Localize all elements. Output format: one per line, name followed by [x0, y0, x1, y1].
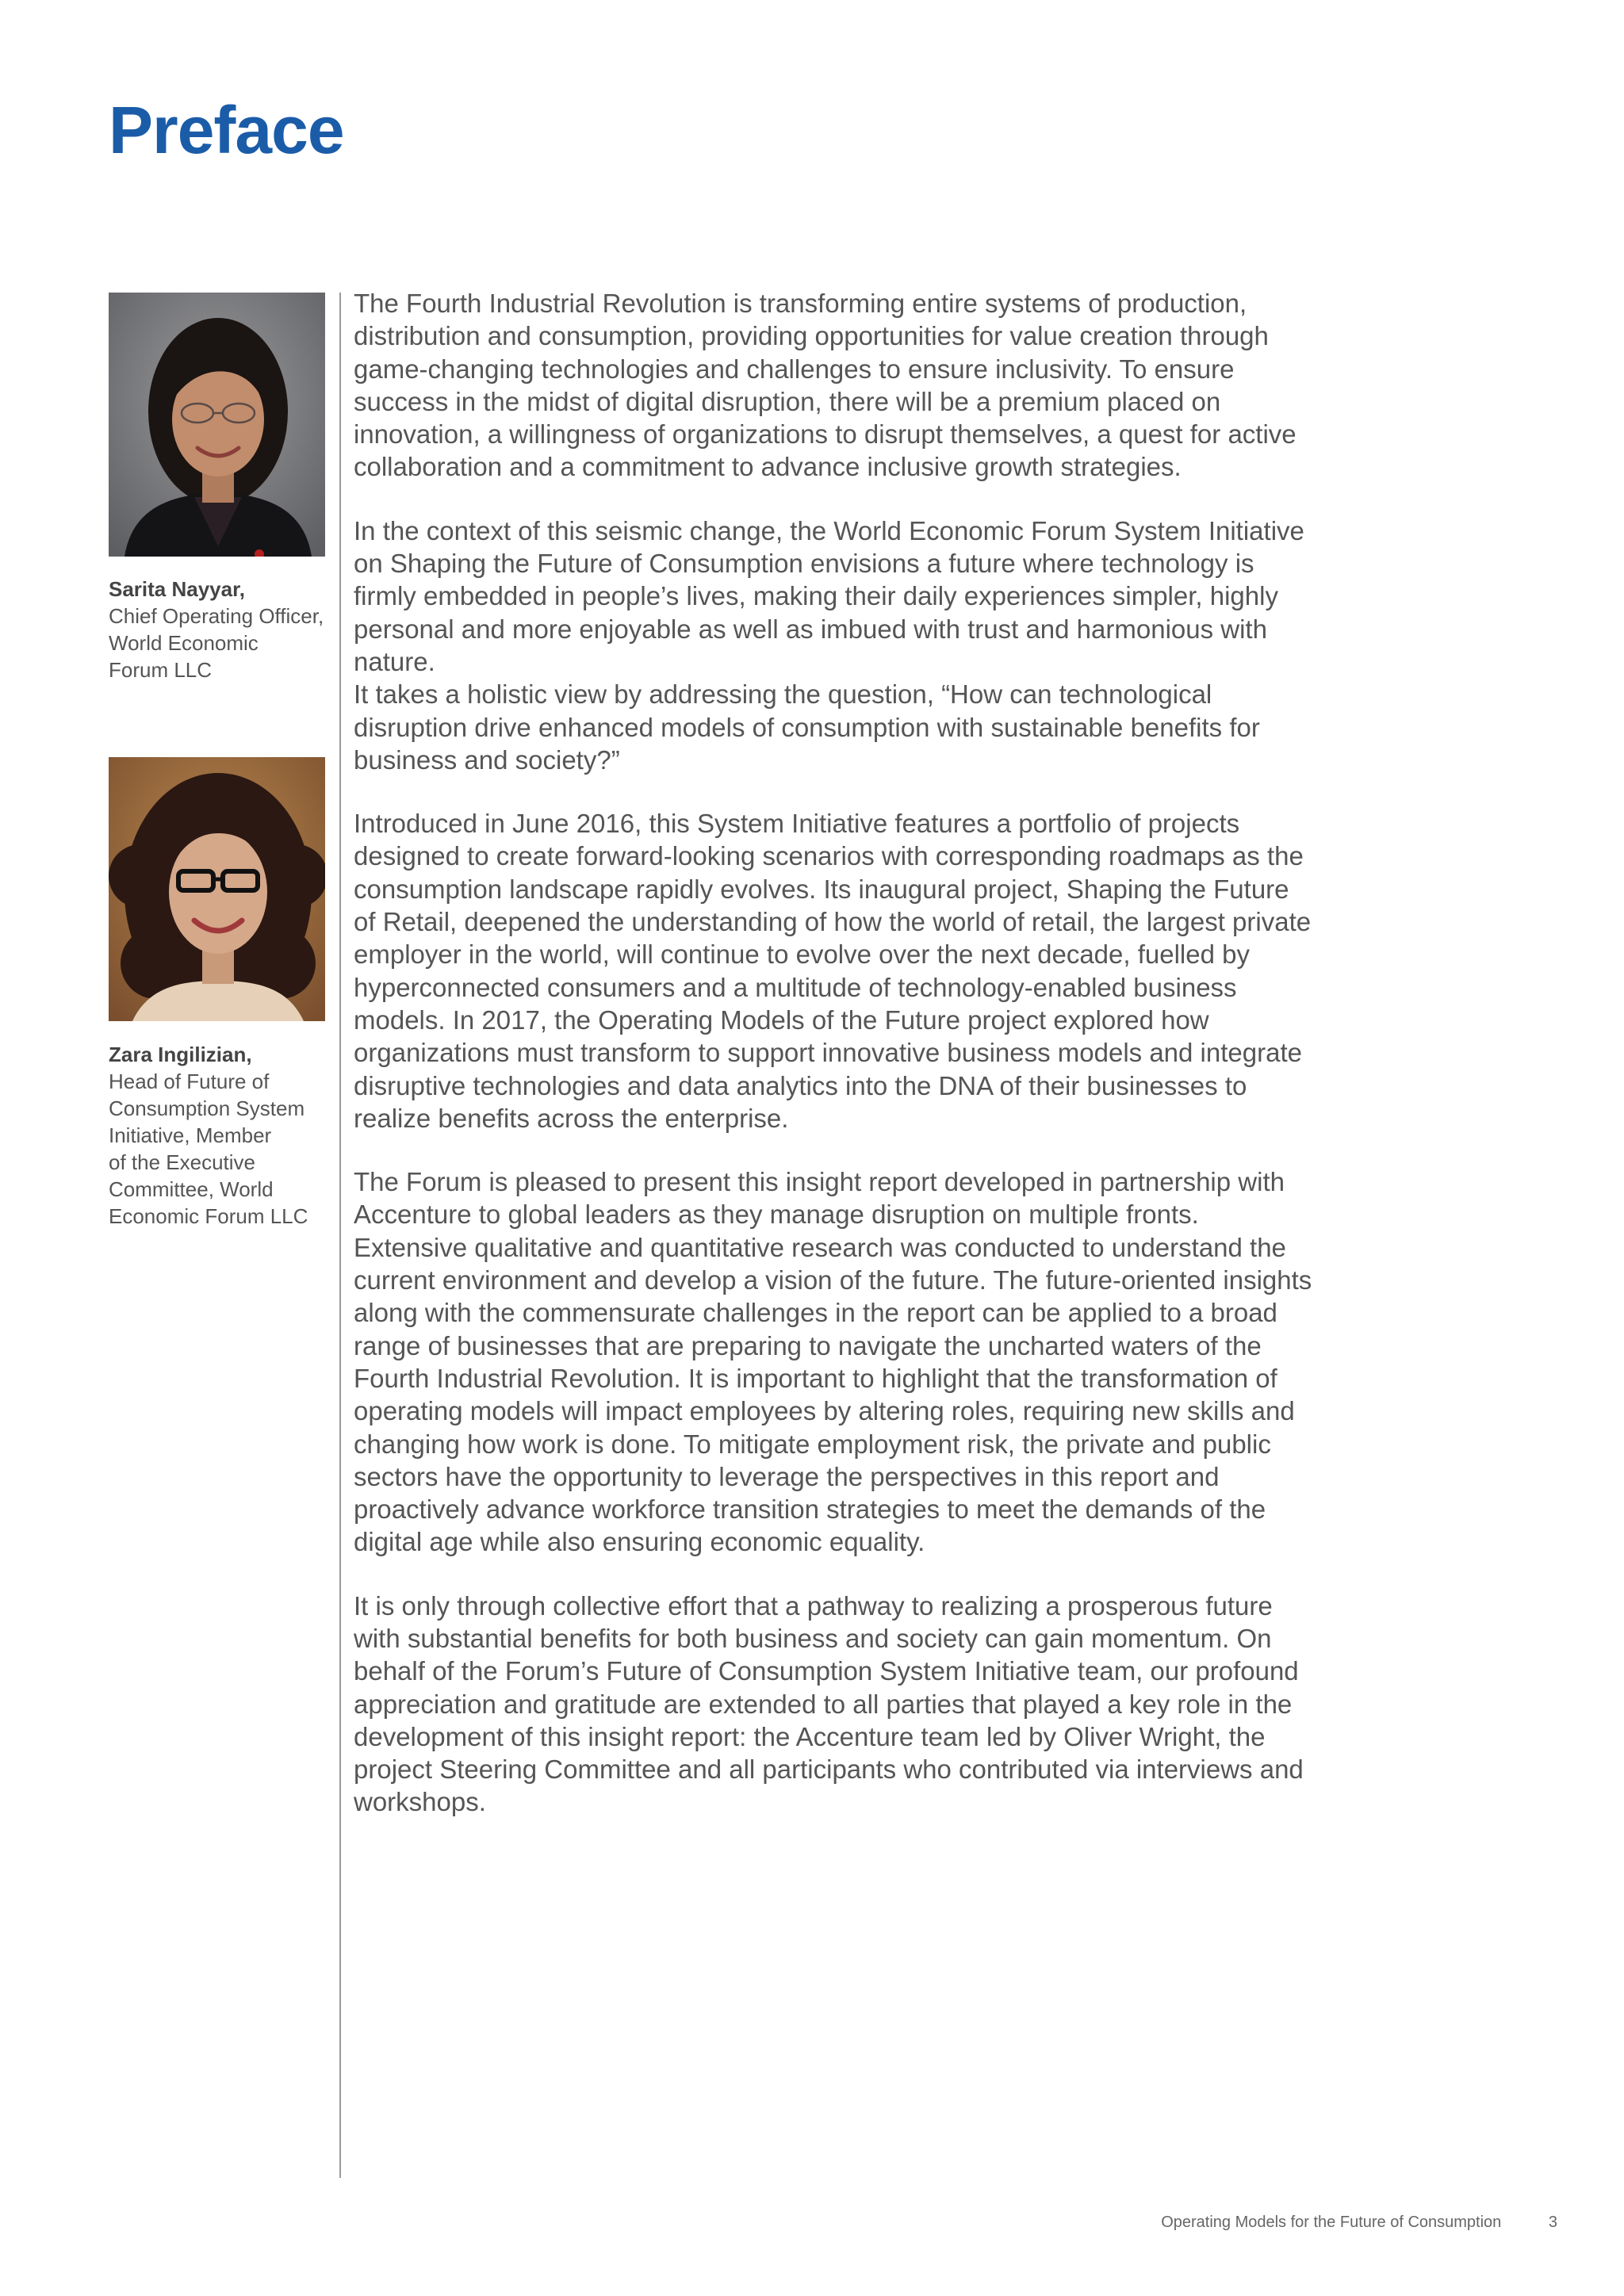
footer-publication-title: Operating Models for the Future of Consumption: [1161, 2214, 1502, 2231]
author-photo-sarita-nayyar: [109, 293, 325, 557]
preface-body: [354, 287, 1313, 1850]
page-title: Preface: [109, 93, 344, 167]
body-paragraph: The Fourth Industrial Revolution is transforming entire systems of production, distribution and consumption, providing opportunities for value creation through game-changing technologies and challenges to ensure inclusivity. To ensure success in the midst of digital disruption, there will be a premium placed on innovation, a willingness of organizations to disrupt themselves, a quest for active collaboration and a commitment to advance inclusive growth strategies.: [354, 289, 1297, 482]
author-role: Chief Operating Officer, World Economic Forum LLC: [109, 604, 324, 682]
portrait-image: [109, 293, 325, 557]
page-footer: [1161, 2214, 1557, 2232]
author-caption-sarita-nayyar: [109, 576, 329, 683]
body-paragraph: The Forum is pleased to present this insight report developed in partnership with Accenture to global leaders as they manage disruption on multiple fronts. Extensive qualitative and quantitative research was conducted to understand the current environment and develop a vision of the future. The future-oriented insights along with the commensurate challenges in the report can be applied to a broad range of businesses that are preparing to navigate the uncharted waters of the Fourth Industrial Revolution. It is important to highlight that the transformation of operating models will impact employees by altering roles, requiring new skills and changing how work is done. To mitigate employment risk, the private and public sectors have the opportunity to leverage the perspectives in this report and proactively advance workforce transition strategies to meet the demands of the digital age while also ensuring economic equality.: [354, 1167, 1312, 1557]
portrait-image: [109, 757, 325, 1021]
author-role: Head of Future of Consumption System Initiative, Member of the Executive Committee, World Economic Forum LLC: [109, 1070, 308, 1228]
author-caption-zara-ingilizian: [109, 1041, 329, 1230]
page-number: 3: [1548, 2214, 1557, 2231]
author-name: Zara Ingilizian,: [109, 1043, 252, 1066]
column-divider: [339, 293, 341, 2178]
body-paragraph: In the context of this seismic change, the World Economic Forum System Initiative on Shaping the Future of Consumption envisions a future where technology is firmly embedded in people’s lives, making their daily experiences simpler, highly personal and more enjoyable as well as imbued with trust and harmonious with nature. It takes a holistic view by addressing the question, “How can technological disruption drive enhanced models of consumption with sustainable benefits for business and society?”: [354, 515, 1304, 775]
author-name: Sarita Nayyar,: [109, 577, 246, 601]
body-paragraph: It is only through collective effort that a pathway to realizing a prosperous future with substantial benefits for both business and society can gain momentum. On behalf of the Forum’s Future of Consumption System Initiative team, our profound appreciation and gratitude are extended to all parties that played a key role in the development of this insight report: the Accenture team led by Oliver Wright, the project Steering Committee and all participants who contributed via interviews and workshops.: [354, 1590, 1304, 1817]
author-photo-zara-ingilizian: [109, 757, 325, 1021]
body-paragraph: Introduced in June 2016, this System Initiative features a portfolio of projects designed to create forward-looking scenarios with corresponding roadmaps as the consumption landscape rapidly evolves. Its inaugural project, Shaping the Future of Retail, deepened the understanding of how the world of retail, the largest private employer in the world, will continue to evolve over the next decade, fuelled by hyperconnected consumers and a multitude of technology-enabled business models. In 2017, the Operating Models of the Future project explored how organizations must transform to support innovative business models and integrate disruptive technologies and data analytics into the DNA of their businesses to realize benefits across the enterprise.: [354, 809, 1312, 1133]
